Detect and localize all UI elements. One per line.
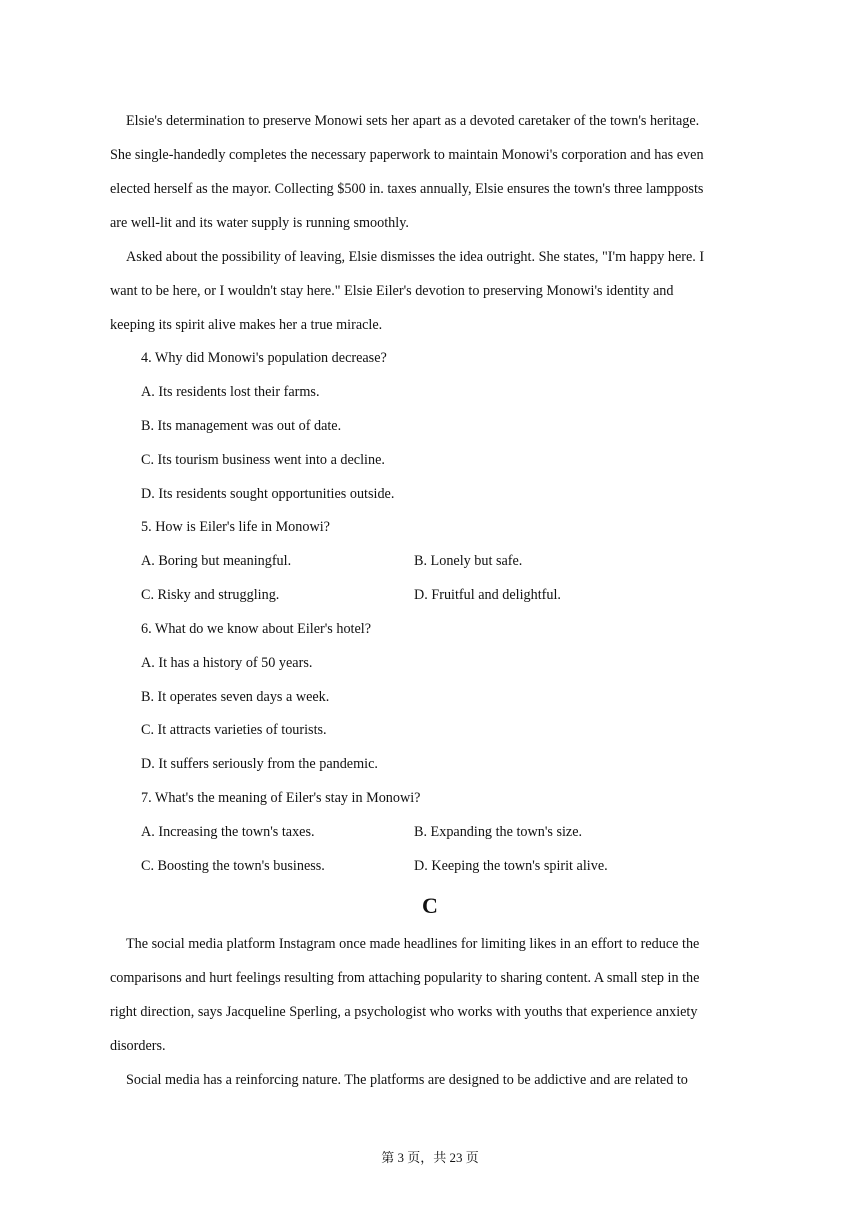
passage-b-para1-line3: elected herself as the mayor. Collecting $500 in. taxes annually, Elsie ensures the town's three lampposts (110, 181, 704, 197)
question-6-stem: 6. What do we know about Eiler's hotel? (141, 621, 372, 637)
question-5-option-d[interactable]: D. Fruitful and delightful. (414, 587, 561, 603)
question-7-option-c[interactable]: C. Boosting the town's business. (141, 858, 325, 874)
question-7-stem: 7. What's the meaning of Eiler's stay in Monowi? (141, 790, 421, 806)
page-footer: 第 3 页，共 23 页 (381, 1150, 479, 1165)
section-c-para1-line2: comparisons and hurt feelings resulting from attaching popularity to sharing content. A small step in the (110, 970, 700, 986)
question-4-option-a[interactable]: A. Its residents lost their farms. (141, 384, 320, 400)
question-6-option-a[interactable]: A. It has a history of 50 years. (141, 655, 313, 671)
question-4-option-b[interactable]: B. Its management was out of date. (141, 418, 342, 434)
section-c-para1-line4: disorders. (110, 1038, 166, 1054)
passage-b-para1-line1: Elsie's determination to preserve Monowi sets her apart as a devoted caretaker of the town's heritage. (126, 113, 700, 129)
section-heading-c: C (422, 893, 438, 918)
question-4-stem: 4. Why did Monowi's population decrease? (141, 350, 387, 366)
question-5-option-c[interactable]: C. Risky and struggling. (141, 587, 280, 603)
question-4-option-c[interactable]: C. Its tourism business went into a decline. (141, 452, 385, 468)
section-c-para1-line1: The social media platform Instagram once made headlines for limiting likes in an effort to reduce the (126, 936, 700, 952)
section-c-para1-line3: right direction, says Jacqueline Sperling, a psychologist who works with youths that experience anxiety (110, 1004, 698, 1020)
passage-b-para1-line4: are well-lit and its water supply is running smoothly. (110, 215, 409, 231)
question-6-option-b[interactable]: B. It operates seven days a week. (141, 689, 330, 705)
passage-b-para2-line1: Asked about the possibility of leaving, Elsie dismisses the idea outright. She states, "I'm happy here. I (126, 249, 705, 265)
section-c-para2-line1: Social media has a reinforcing nature. The platforms are designed to be addictive and are related to (126, 1072, 688, 1088)
passage-b-para2-line2: want to be here, or I wouldn't stay here." Elsie Eiler's devotion to preserving Monowi's identity and (110, 283, 674, 299)
question-5-option-b[interactable]: B. Lonely but safe. (414, 553, 523, 569)
question-5-stem: 5. How is Eiler's life in Monowi? (141, 519, 330, 535)
question-7-option-d[interactable]: D. Keeping the town's spirit alive. (414, 858, 608, 874)
question-4-option-d[interactable]: D. Its residents sought opportunities outside. (141, 486, 395, 502)
question-7-option-a[interactable]: A. Increasing the town's taxes. (141, 824, 315, 840)
question-6-option-c[interactable]: C. It attracts varieties of tourists. (141, 722, 327, 738)
question-5-option-a[interactable]: A. Boring but meaningful. (141, 553, 292, 569)
passage-b-para1-line2: She single-handedly completes the necessary paperwork to maintain Monowi's corporation and has even (110, 147, 704, 163)
question-7-option-b[interactable]: B. Expanding the town's size. (414, 824, 583, 840)
passage-b-para2-line3: keeping its spirit alive makes her a true miracle. (110, 317, 383, 333)
question-6-option-d[interactable]: D. It suffers seriously from the pandemic. (141, 756, 378, 772)
